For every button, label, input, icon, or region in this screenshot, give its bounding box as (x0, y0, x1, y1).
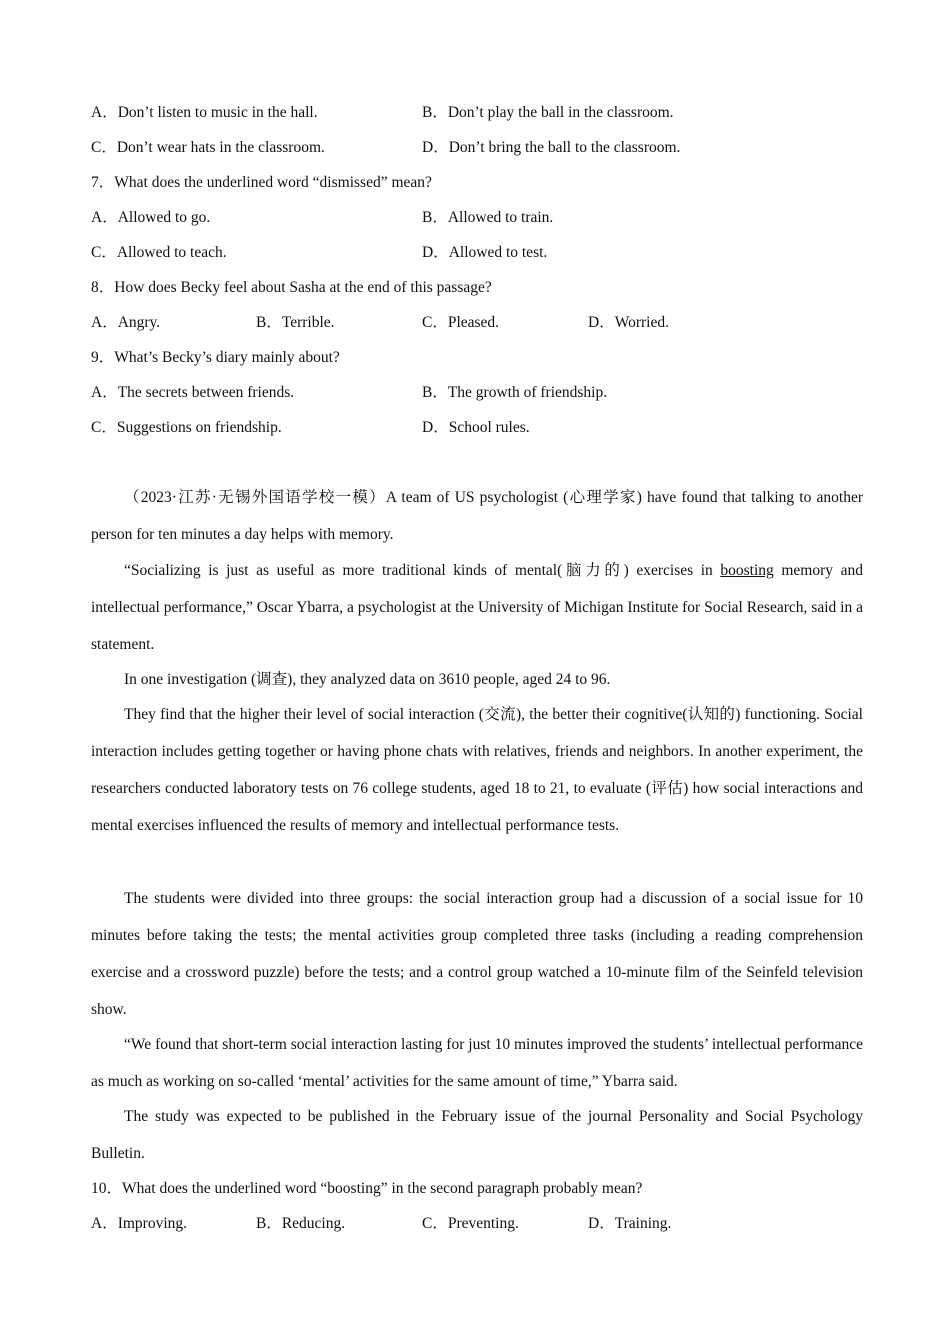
q9-question: 9．What’s Becky’s diary mainly about? (91, 349, 340, 366)
q9-option-b: B．The growth of friendship. (422, 384, 608, 401)
passage-paragraph-4: They find that the higher their level of social interaction (交流), the better their cognitive(认知的) functioning. Social interaction includes getting together or having phone chats with relatives, friends and neighbors. In another experiment, the researchers conducted laboratory tests on 76 college students, aged 18 to 21, to evaluate (评估) how social interactions and mental exercises influenced the results of memory and intellectual performance tests. (91, 706, 863, 834)
paragraph-2-text-end: memory and intellectual performance,” Oscar Ybarra, a psychologist at the University of Michigan Institute for Social Research, said in a statement. (91, 562, 863, 653)
passage-paragraph-1: （2023·江苏·无锡外国语学校一模）A team of US psychologist (心理学家) have found that talking to another person for ten minutes a day helps with memory. (91, 489, 863, 543)
q7-question: 7．What does the underlined word “dismissed” mean? (91, 174, 432, 191)
underlined-word-boosting: boosting (720, 562, 774, 579)
q7-option-a: A．Allowed to go. (91, 209, 211, 226)
q9-option-a: A．The secrets between friends. (91, 384, 295, 401)
q8-question: 8．How does Becky feel about Sasha at the end of this passage? (91, 279, 492, 296)
q8-option-c: C．Pleased. (422, 314, 500, 331)
q8-option-a: A．Angry. (91, 314, 161, 331)
q9-option-d: D．School rules. (422, 419, 530, 436)
q7-option-d: D．Allowed to test. (422, 244, 548, 261)
passage-paragraph-5: The students were divided into three groups: the social interaction group had a discussion of a social issue for 10 minutes before taking the tests; the mental activities group completed three tasks (including a reading comprehension exercise and a crossword puzzle) before the tests; and a control group watched a 10-minute film of the Seinfeld television show. (91, 890, 863, 1018)
q8-option-b: B．Terrible. (256, 314, 335, 331)
q10-question: 10．What does the underlined word “boosting” in the second paragraph probably mean? (91, 1180, 643, 1197)
q7-option-b: B．Allowed to train. (422, 209, 554, 226)
passage-paragraph-7: The study was expected to be published in the February issue of the journal Personality and Social Psychology Bulletin. (91, 1108, 863, 1162)
paragraph-2-text-start: “Socializing is just as useful as more traditional kinds of mental(脑力的) exercises in (124, 562, 721, 579)
q6-option-b: B．Don’t play the ball in the classroom. (422, 104, 674, 121)
passage-paragraph-3: In one investigation (调查), they analyzed data on 3610 people, aged 24 to 96. (124, 671, 611, 688)
q6-option-c: C．Don’t wear hats in the classroom. (91, 139, 325, 156)
q8-option-d: D．Worried. (588, 314, 669, 331)
q6-option-a: A．Don’t listen to music in the hall. (91, 104, 318, 121)
q10-option-a: A．Improving. (91, 1215, 188, 1232)
q10-option-c: C．Preventing. (422, 1215, 519, 1232)
q7-option-c: C．Allowed to teach. (91, 244, 227, 261)
q10-option-d: D．Training. (588, 1215, 672, 1232)
q6-option-d: D．Don’t bring the ball to the classroom. (422, 139, 681, 156)
passage-paragraph-6: “We found that short-term social interaction lasting for just 10 minutes improved the students’ intellectual performance as much as working on so-called ‘mental’ activities for the same amount of time,” Ybarra said. (91, 1036, 863, 1090)
passage-paragraph-2 (91, 552, 863, 663)
q9-option-c: C．Suggestions on friendship. (91, 419, 282, 436)
q10-option-b: B．Reducing. (256, 1215, 346, 1232)
